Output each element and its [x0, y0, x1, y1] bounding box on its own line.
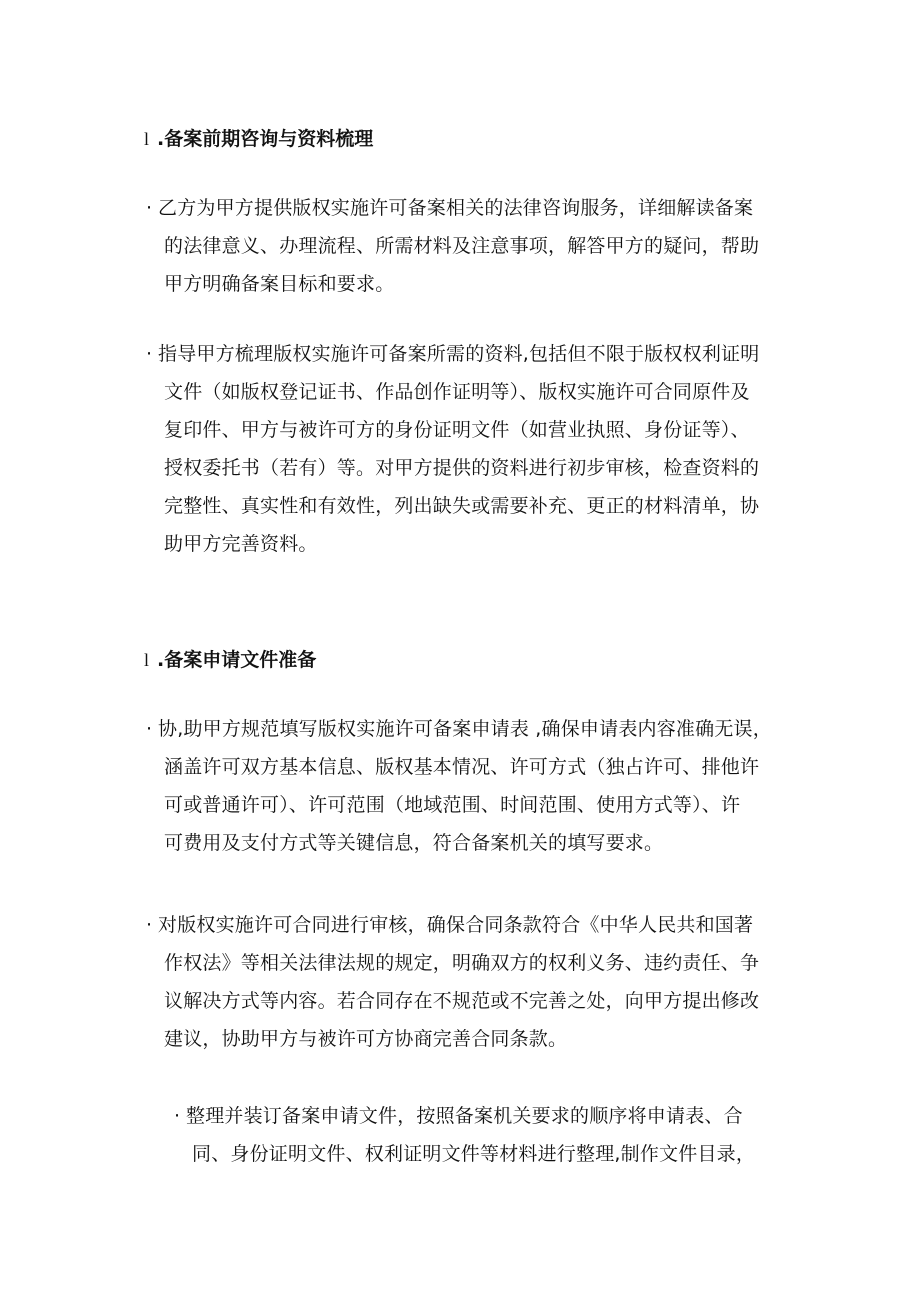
section-heading-1: [144, 127, 373, 151]
line-text: 协,助甲方规范填写版权实施许可备案申请表 ,确保申请表内容准确无误，: [158, 718, 772, 740]
bullet: ·: [146, 914, 153, 936]
paragraph-line: 复印件、甲方与被许可方的身份证明文件（如营业执照、身份证等）、: [164, 419, 750, 441]
paragraph-line: 建议，协助甲方与被许可方协商完善合同条款。: [164, 1028, 568, 1050]
paragraph-line: 完整性、真实性和有效性，列出缺失或需要补充、更正的材料清单，协: [164, 495, 760, 517]
paragraph-line: 授权委托书（若有）等。对甲方提供的资料进行初步审核，检查资料的: [164, 457, 760, 479]
paragraph-line: 议解决方式等内容。若合同存在不规范或不完善之处，向甲方提出修改: [164, 990, 760, 1012]
paragraph: [146, 335, 759, 563]
line-text: 指导甲方梳理版权实施许可备案所需的资料,包括但不限于版权权利证明: [158, 343, 760, 365]
section-title: .备案申请文件准备: [157, 649, 317, 671]
bullet: ·: [146, 197, 153, 219]
paragraph-line: [146, 189, 759, 227]
paragraph-line: 文件（如版权登记证书、作品创作证明等）、版权实施许可合同原件及: [164, 381, 750, 403]
paragraph-line: [174, 1097, 755, 1135]
paragraph-line: 可或普通许可）、许可范围（地域范围、时间范围、使用方式等）、许: [164, 794, 741, 816]
line-text: 乙方为甲方提供版权实施许可备案相关的法律咨询服务，详细解读备案: [158, 197, 754, 219]
paragraph: [146, 906, 759, 1058]
line-text: 对版权实施许可合同进行审核，确保合同条款符合《中华人民共和国著: [158, 914, 754, 936]
line-text: 整理并装订备案申请文件，按照备案机关要求的顺序将申请表、合: [186, 1105, 743, 1127]
section-number: l: [144, 129, 150, 149]
bullet: ·: [146, 718, 153, 740]
section-title: .备案前期咨询与资料梳理: [157, 128, 374, 150]
section-number: l: [144, 650, 150, 670]
bullet: ·: [146, 343, 153, 365]
paragraph-line: 涵盖许可双方基本信息、版权基本情况、许可方式（独占许可、排他许: [164, 756, 760, 778]
paragraph-line: 的法律意义、办理流程、所需材料及注意事项，解答甲方的疑问，帮助: [164, 235, 760, 257]
paragraph: [174, 1097, 755, 1173]
paragraph-line: 作权法》等相关法律法规的规定，明确双方的权利义务、违约责任、争: [164, 952, 760, 974]
paragraph-line: [146, 335, 759, 373]
paragraph-line: [146, 710, 772, 748]
paragraph: [146, 189, 759, 303]
paragraph-line: 甲方明确备案目标和要求。: [164, 273, 395, 295]
paragraph-line: 同、身份证明文件、权利证明文件等材料进行整理,制作文件目录，: [192, 1143, 756, 1165]
bullet: ·: [174, 1105, 181, 1127]
paragraph: [146, 710, 772, 862]
paragraph-line: 助甲方完善资料。: [164, 533, 318, 555]
paragraph-line: 可费用及支付方式等关键信息，符合备案机关的填写要求。: [164, 832, 664, 854]
paragraph-line: [146, 906, 759, 944]
section-heading-2: [144, 648, 316, 672]
